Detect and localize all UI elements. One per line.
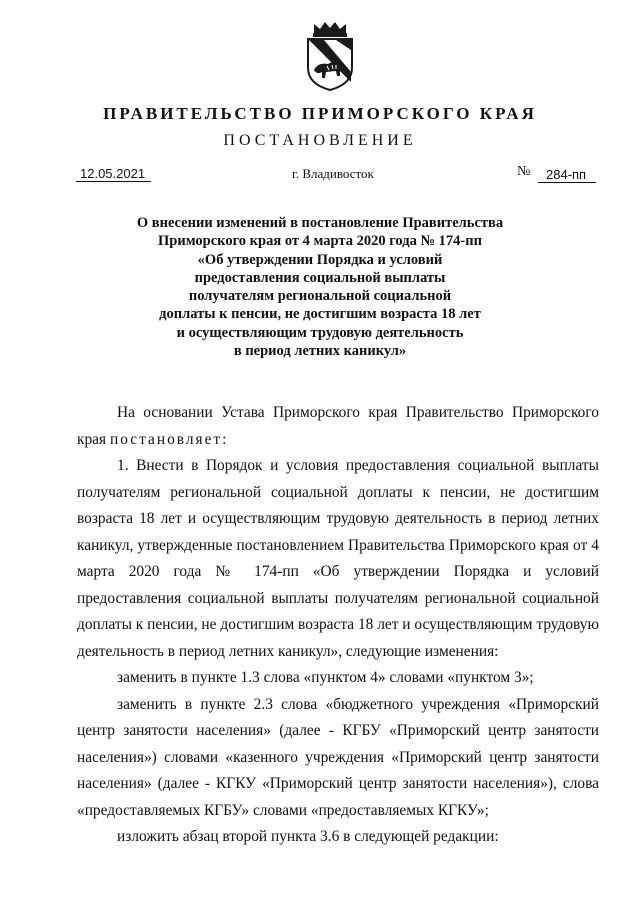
heading-line: в период летних каникул» xyxy=(233,343,407,360)
intro-paragraph xyxy=(77,400,599,453)
document-type: ПОСТАНОВЛЕНИЕ xyxy=(223,132,417,149)
heading-line: Приморского края от 4 марта 2020 года № 174-пп xyxy=(158,233,482,250)
heading-line: доплаты к пенсии, не достигшим возраста 18 лет xyxy=(159,306,481,323)
heading-line: предоставления социальной выплаты xyxy=(194,269,446,286)
heading-line: получателям региональной социальной xyxy=(188,288,452,305)
body-paragraph-1: 1. Внести в Порядок и условия предоставления социальной выплаты получателям региональной социальной доплаты к пенсии, не достигшим возраста 18 лет и осуществляющим трудовую деятельность в период летних каникул, утвержденные постановлением Правительства Приморского края от 4 марта 2020 года № 174-пп «Об утверждении Порядка и условий предоставления социальной выплаты получателям региональной социальной доплаты к пенсии, не достигшим возраста 18 лет и осуществляющим трудовую деятельность в период летних каникул», следующие изменения: xyxy=(77,457,599,660)
document-heading xyxy=(100,214,540,360)
heading-line: и осуществляющим трудовую деятельность xyxy=(176,324,464,341)
document-date: 12.05.2021 xyxy=(76,166,151,182)
intro-decree-word: постановляет: xyxy=(109,430,229,448)
document-number-label: № xyxy=(517,164,531,179)
document-city: г. Владивосток xyxy=(292,166,374,181)
coat-of-arms-emblem xyxy=(300,20,360,92)
document-body xyxy=(77,400,599,851)
body-paragraph-2: заменить в пункте 1.3 слова «пунктом 4» словами «пунктом 3»; xyxy=(117,669,534,686)
document-number: 284-пп xyxy=(538,167,596,183)
body-paragraph-4: изложить абзац второй пункта 3.6 в следующей редакции: xyxy=(117,828,499,845)
heading-line: «Об утверждении Порядка и условий xyxy=(197,251,443,268)
government-title: ПРАВИТЕЛЬСТВО ПРИМОРСКОГО КРАЯ xyxy=(103,104,537,123)
heading-line: О внесении изменений в постановление Правительства xyxy=(136,215,504,231)
body-paragraph-3: заменить в пункте 2.3 слова «бюджетного учреждения «Приморский центр занятости населения» (далее - КГБУ «Приморский центр занятости населения») словами «казенного учреждения «Приморский центр занятости населения» (далее - КГКУ «Приморский центр занятости населения»), слова «предоставляемых КГБУ» словами «предоставляемых КГКУ»; xyxy=(77,695,599,819)
intro-text: На основании Устава Приморского края Правительство Приморского края xyxy=(77,404,599,448)
